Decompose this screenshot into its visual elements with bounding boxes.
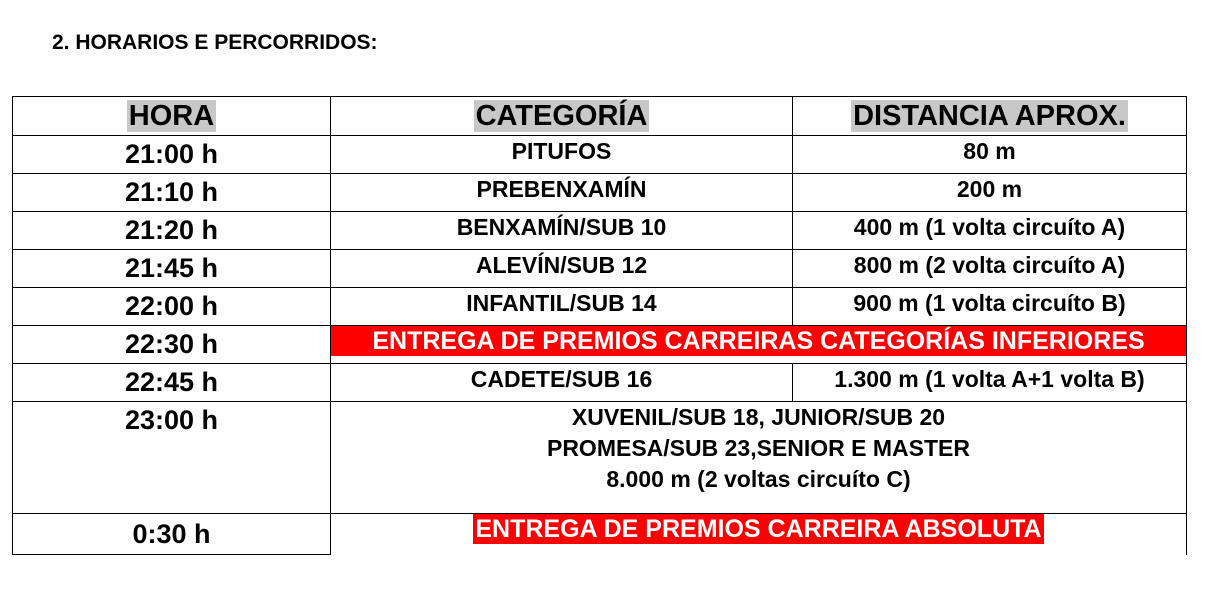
- row-categoria: PREBENXAMÍN: [331, 174, 793, 212]
- row-categoria: BENXAMÍN/SUB 10: [331, 212, 793, 250]
- row-hora: 22:00 h: [13, 288, 331, 326]
- row-distancia: 400 m (1 volta circuíto A): [793, 212, 1187, 250]
- table-row: [13, 212, 1187, 250]
- section-title: 2. HORARIOS E PERCORRIDOS:: [52, 31, 378, 54]
- row-distancia: 800 m (2 volta circuíto A): [793, 250, 1187, 288]
- cadete-distancia: 1.300 m (1 volta A+1 volta B): [793, 364, 1187, 402]
- absolute-row: [13, 402, 1187, 514]
- header-distancia: [793, 97, 1187, 136]
- header-categoria-label: CATEGORÍA: [475, 100, 648, 132]
- table-row: [13, 288, 1187, 326]
- header-hora-label: HORA: [128, 100, 215, 132]
- awards-absolute-hora: 0:30 h: [13, 514, 331, 555]
- row-categoria: INFANTIL/SUB 14: [331, 288, 793, 326]
- cadete-row: [13, 364, 1187, 402]
- row-categoria: ALEVÍN/SUB 12: [331, 250, 793, 288]
- row-hora: 21:45 h: [13, 250, 331, 288]
- awards-absolute-cell: [331, 514, 1187, 555]
- absolute-hora: 23:00 h: [13, 402, 331, 514]
- awards-lower-cell: [331, 326, 1187, 364]
- cadete-hora: 22:45 h: [13, 364, 331, 402]
- header-hora: [13, 97, 331, 136]
- header-distancia-label: DISTANCIA APROX.: [853, 100, 1126, 132]
- awards-absolute-row: [13, 514, 1187, 555]
- awards-absolute-text: ENTREGA DE PREMIOS CARREIRA ABSOLUTA: [475, 515, 1042, 543]
- row-categoria: PITUFOS: [331, 136, 793, 174]
- awards-lower-row: [13, 326, 1187, 364]
- row-hora: 21:10 h: [13, 174, 331, 212]
- awards-lower-hora: 22:30 h: [13, 326, 331, 364]
- table-header-row: [13, 97, 1187, 136]
- table-row: [13, 250, 1187, 288]
- absolute-categories: [331, 402, 1187, 514]
- table-row: [13, 174, 1187, 212]
- schedule-table: [12, 96, 1187, 555]
- absolute-line-2: PROMESA/SUB 23,SENIOR E MASTER: [546, 435, 971, 461]
- absolute-line-1: XUVENIL/SUB 18, JUNIOR/SUB 20: [571, 404, 946, 430]
- table-row: [13, 136, 1187, 174]
- row-hora: 21:00 h: [13, 136, 331, 174]
- row-hora: 21:20 h: [13, 212, 331, 250]
- row-distancia: 200 m: [793, 174, 1187, 212]
- header-categoria: [331, 97, 793, 136]
- cadete-categoria: CADETE/SUB 16: [331, 364, 793, 402]
- awards-lower-text: ENTREGA DE PREMIOS CARREIRAS CATEGORÍAS INFERIORES: [331, 326, 1186, 356]
- absolute-line-3: 8.000 m (2 voltas circuíto C): [606, 466, 911, 492]
- row-distancia: 80 m: [793, 136, 1187, 174]
- row-distancia: 900 m (1 volta circuíto B): [793, 288, 1187, 326]
